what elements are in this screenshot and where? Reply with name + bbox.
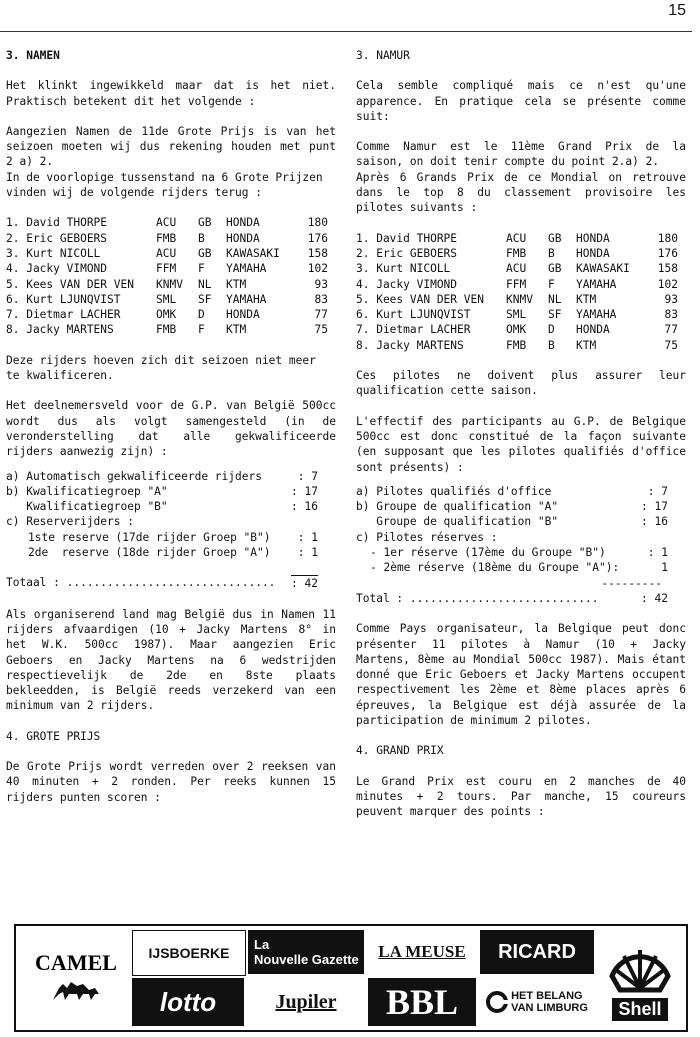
la-meuse-logo: LA MEUSE xyxy=(378,942,466,961)
rider-row xyxy=(356,338,678,353)
rider-federation: SML xyxy=(156,292,177,306)
rider-points: 83 xyxy=(314,292,328,306)
tally-value: : 16 xyxy=(641,515,668,529)
rider-country: D xyxy=(198,308,205,322)
rider-make: HONDA xyxy=(226,231,260,245)
nouvelle-gazette-la: La xyxy=(254,937,270,952)
sponsor-banner xyxy=(14,924,688,1032)
rider-make: HONDA xyxy=(576,231,610,245)
paragraph: Het deelnemersveld voor de G.P. van België 500cc wordt dus als volgt samengesteld (in de veronderstelling dat alle gekwalificeerde rijders aanwezig zijn) : xyxy=(6,399,336,459)
rider-row xyxy=(356,292,678,307)
rider-country: F xyxy=(198,262,205,276)
rider-country: GB xyxy=(548,231,562,245)
paragraph: Après 6 Grands Prix de ce Mondial on retrouve dans le top 8 du classement provisoire les pilotes suivants : xyxy=(356,170,686,215)
page-number: 15 xyxy=(668,2,686,19)
rider-points: 158 xyxy=(657,262,678,276)
section-heading: 3. NAMEN xyxy=(6,49,60,62)
rider-country: B xyxy=(548,338,555,352)
rider-name: 5. Kees VAN DER VEN xyxy=(6,277,134,291)
paragraph: Deze rijders hoeven zich dit seizoen niet meer te kwalificeren. xyxy=(6,353,316,383)
rider-row xyxy=(356,322,678,337)
left-column xyxy=(6,48,336,805)
tally-row xyxy=(6,499,336,514)
rider-points: 180 xyxy=(657,231,678,245)
rider-federation: ACU xyxy=(506,262,527,276)
tally-value: : 7 xyxy=(647,484,668,498)
paragraph: L'effectif des participants au G.P. de Belgique 500cc est donc constitué de la façon suivante (en supposant que les pilotes qualifiés d'office sont présents) : xyxy=(356,414,686,474)
belang-emblem-icon xyxy=(486,991,508,1013)
paragraph: Als organiserend land mag België dus in Namen 11 rijders afvaardigen (10 + Jacky Martens 8° in het W.K. 500cc 1987). Maar aangezien Eric Geboers en Jacky Martens na 6 wedstrijden respectievelijk de 2de en 8ste plaats bekleedden, is België reeds verzekerd van een minimum van 2 rijders. xyxy=(6,607,336,713)
rider-make: KAWASAKI xyxy=(576,262,630,276)
tally-value: 1 xyxy=(661,561,668,575)
tally-row xyxy=(6,484,336,499)
total-value: : 42 xyxy=(641,591,668,605)
tally-label: c) Pilotes réserves : xyxy=(356,530,498,544)
ijsboerke-logo: IJSBOERKE xyxy=(132,930,246,976)
rider-points: 176 xyxy=(657,246,678,260)
rider-country: SF xyxy=(548,308,562,322)
header-rule xyxy=(0,31,692,32)
tally-value: : 17 xyxy=(641,500,668,514)
rider-points: 93 xyxy=(664,292,678,306)
rider-make: KAWASAKI xyxy=(226,246,280,260)
tally-row xyxy=(6,514,336,529)
rider-make: KTM xyxy=(226,277,247,291)
rider-name: 2. Eric GEBOERS xyxy=(356,246,458,260)
tally-value: : 1 xyxy=(647,546,668,560)
rider-federation: FFM xyxy=(156,262,177,276)
rider-row xyxy=(356,246,678,261)
rider-country: NL xyxy=(548,292,562,306)
tally-label: - 1er réserve (17ème du Groupe "B") xyxy=(370,546,606,560)
tally-label: 1ste reserve (17de rijder Groep "B") xyxy=(28,530,271,544)
rider-name: 6. Kurt LJUNQVIST xyxy=(356,308,471,322)
bbl-logo: BBL xyxy=(368,978,476,1026)
rider-country: D xyxy=(548,323,555,337)
rider-row xyxy=(356,277,678,292)
rider-row xyxy=(6,231,328,246)
tally-label: Kwalificatiegroep "B" xyxy=(6,500,168,514)
rider-points: 83 xyxy=(664,308,678,322)
rider-points: 176 xyxy=(307,231,328,245)
tally-row xyxy=(356,484,686,499)
rider-make: KTM xyxy=(576,292,597,306)
tally-value xyxy=(497,530,686,545)
rider-make: YAMAHA xyxy=(226,262,267,276)
rider-row xyxy=(6,292,328,307)
jupiler-logo: Jupiler xyxy=(275,990,337,1013)
rider-federation: ACU xyxy=(156,216,177,230)
rider-federation: ACU xyxy=(156,246,177,260)
rider-name: 4. Jacky VIMOND xyxy=(6,262,108,276)
rider-country: SF xyxy=(198,292,212,306)
rider-row xyxy=(356,231,678,246)
rider-row xyxy=(6,322,328,337)
rider-row xyxy=(356,261,678,276)
rider-points: 102 xyxy=(657,277,678,291)
paragraph: Comme Namur est le 11ème Grand Prix de la saison, on doit tenir compte du point 2.a) 2. xyxy=(356,140,686,169)
tally-label: b) Groupe de qualification "A" xyxy=(356,500,559,514)
tally-value: : 1 xyxy=(297,530,318,544)
belang-line1: HET BELANG xyxy=(511,990,583,1002)
tally-value: : 1 xyxy=(297,546,318,560)
rider-name: 3. Kurt NICOLL xyxy=(356,262,451,276)
tally-row xyxy=(356,545,686,560)
rider-federation: FMB xyxy=(156,323,177,337)
rider-row xyxy=(6,261,328,276)
rider-points: 77 xyxy=(664,323,678,337)
rider-row xyxy=(6,277,328,292)
tally-row xyxy=(356,530,686,545)
tally-label: c) Reserverijders : xyxy=(6,515,134,529)
tally-label: a) Pilotes qualifiés d'office xyxy=(356,484,552,498)
rider-federation: OMK xyxy=(506,323,527,337)
camel-logo xyxy=(20,938,132,1018)
rider-points: 77 xyxy=(314,308,328,322)
rider-row xyxy=(356,307,678,322)
section-heading: 3. NAMUR xyxy=(356,49,410,62)
rider-make: KTM xyxy=(226,323,247,337)
riders-table xyxy=(356,231,678,353)
total-value: : 42 xyxy=(291,577,318,591)
rider-row xyxy=(6,215,328,230)
rider-country: GB xyxy=(198,246,212,260)
rider-federation: FMB xyxy=(156,231,177,245)
rider-make: KTM xyxy=(576,338,597,352)
paragraph: In de voorlopige tussenstand na 6 Grote Prijzen vinden wij de volgende rijders terug : xyxy=(6,170,323,200)
section-heading: 4. GROTE PRIJS xyxy=(6,729,101,743)
rider-name: 7. Dietmar LACHER xyxy=(6,308,121,322)
het-belang-van-limburg-logo xyxy=(480,978,594,1026)
paragraph: De Grote Prijs wordt verreden over 2 reeksen van 40 minuten + 2 ronden. Per reeks kunnen 15 rijders punten scoren : xyxy=(6,759,336,804)
riders-table xyxy=(6,215,328,337)
rider-federation: KNMV xyxy=(156,277,183,291)
lotto-logo: lotto xyxy=(132,978,244,1026)
rider-row xyxy=(6,246,328,261)
rider-name: 1. David THORPE xyxy=(356,231,458,245)
rider-name: 5. Kees VAN DER VEN xyxy=(356,292,484,306)
intro-paragraph: Het klinkt ingewikkeld maar dat is het niet. Praktisch betekent dit het volgende : xyxy=(6,79,336,108)
rider-country: GB xyxy=(548,262,562,276)
nouvelle-gazette-text: Nouvelle Gazette xyxy=(254,952,359,967)
rider-federation: FMB xyxy=(506,246,527,260)
tally-value xyxy=(134,514,336,529)
rider-federation: ACU xyxy=(506,231,527,245)
tally-value: : 16 xyxy=(291,500,318,514)
rider-points: 180 xyxy=(307,216,328,230)
intro-paragraph: Cela semble compliqué mais ce n'est qu'une apparence. En pratique cela se présente comme suit: xyxy=(356,79,686,123)
shell-logo-text: Shell xyxy=(612,998,667,1021)
total-label: Total : ............................ xyxy=(356,591,599,605)
total-row xyxy=(356,591,686,606)
tally-list xyxy=(356,484,686,576)
rider-make: YAMAHA xyxy=(576,308,617,322)
rider-row xyxy=(6,307,328,322)
rider-name: 4. Jacky VIMOND xyxy=(356,277,458,291)
rider-make: HONDA xyxy=(576,246,610,260)
tally-row xyxy=(6,545,336,560)
tally-row xyxy=(356,560,686,575)
rider-points: 75 xyxy=(664,338,678,352)
ricard-logo: RICARD xyxy=(480,930,594,974)
total-row xyxy=(6,575,336,591)
rider-make: HONDA xyxy=(576,323,610,337)
tally-row xyxy=(6,469,336,484)
rider-country: GB xyxy=(198,216,212,230)
total-label: Totaal : ............................... xyxy=(6,576,276,590)
camel-logo-text: CAMEL xyxy=(35,950,117,975)
rider-points: 93 xyxy=(314,277,328,291)
rider-points: 102 xyxy=(307,262,328,276)
tally-label: 2de reserve (18de rijder Groep "A") xyxy=(28,546,271,560)
rider-name: 3. Kurt NICOLL xyxy=(6,246,101,260)
paragraph: Le Grand Prix est couru en 2 manches de 40 minutes + 2 tours. Par manche, 15 coureurs peuvent marquer des points : xyxy=(356,774,686,819)
belang-line2: VAN LIMBURG xyxy=(511,1002,588,1014)
paragraph: Comme Pays organisateur, la Belgique peut donc présenter 11 pilotes à Namur (10 + Jacky Martens, 8ème au Mondial 500cc 1987). Mais étant donné que Eric Geboers et Jacky Martens occupent respectivement les 2ème et 8ème places après 6 épreuves, la Belgique est déjà assurée de la participation de minimum 2 pilotes. xyxy=(356,622,686,727)
rider-name: 7. Dietmar LACHER xyxy=(356,323,471,337)
rider-federation: SML xyxy=(506,308,527,322)
rider-country: F xyxy=(548,277,555,291)
rider-federation: FMB xyxy=(506,338,527,352)
tally-label: b) Kwalificatiegroep "A" xyxy=(6,484,168,498)
paragraph: Ces pilotes ne doivent plus assurer leur qualification cette saison. xyxy=(356,369,686,398)
rider-country: B xyxy=(198,231,205,245)
tally-value: : 17 xyxy=(291,484,318,498)
tally-row xyxy=(356,514,686,529)
rider-federation: OMK xyxy=(156,308,177,322)
rider-country: F xyxy=(198,323,205,337)
tally-row xyxy=(356,499,686,514)
tally-label: - 2ème réserve (18ème du Groupe "A"): xyxy=(370,561,620,575)
rider-country: NL xyxy=(198,277,212,291)
dash-line: --------- xyxy=(601,576,662,590)
tally-value: : 7 xyxy=(297,469,318,483)
rider-points: 158 xyxy=(307,246,328,260)
rider-name: 8. Jacky MARTENS xyxy=(356,338,464,352)
paragraph: Aangezien Namen de 11de Grote Prijs is van het seizoen moeten wij dus rekening houden met punt 2 a) 2. xyxy=(6,124,336,169)
nouvelle-gazette-logo xyxy=(248,930,364,974)
rider-make: HONDA xyxy=(226,216,260,230)
rider-name: 2. Eric GEBOERS xyxy=(6,231,108,245)
right-column xyxy=(356,48,686,819)
tally-label: a) Automatisch gekwalificeerde rijders xyxy=(6,469,262,483)
rider-federation: KNMV xyxy=(506,292,533,306)
rider-make: YAMAHA xyxy=(226,292,267,306)
shell-icon xyxy=(604,936,676,996)
rider-federation: FFM xyxy=(506,277,527,291)
rider-make: HONDA xyxy=(226,308,260,322)
tally-label: Groupe de qualification "B" xyxy=(356,515,559,529)
rider-points: 75 xyxy=(314,323,328,337)
rider-country: B xyxy=(548,246,555,260)
tally-row xyxy=(6,530,336,545)
tally-list xyxy=(6,469,336,561)
rider-name: 1. David THORPE xyxy=(6,216,108,230)
section-heading: 4. GRAND PRIX xyxy=(356,744,444,758)
rider-make: YAMAHA xyxy=(576,277,617,291)
rider-name: 8. Jacky MARTENS xyxy=(6,323,114,337)
shell-logo xyxy=(598,930,682,1026)
camel-icon xyxy=(49,976,103,1006)
rider-name: 6. Kurt LJUNQVIST xyxy=(6,292,121,306)
